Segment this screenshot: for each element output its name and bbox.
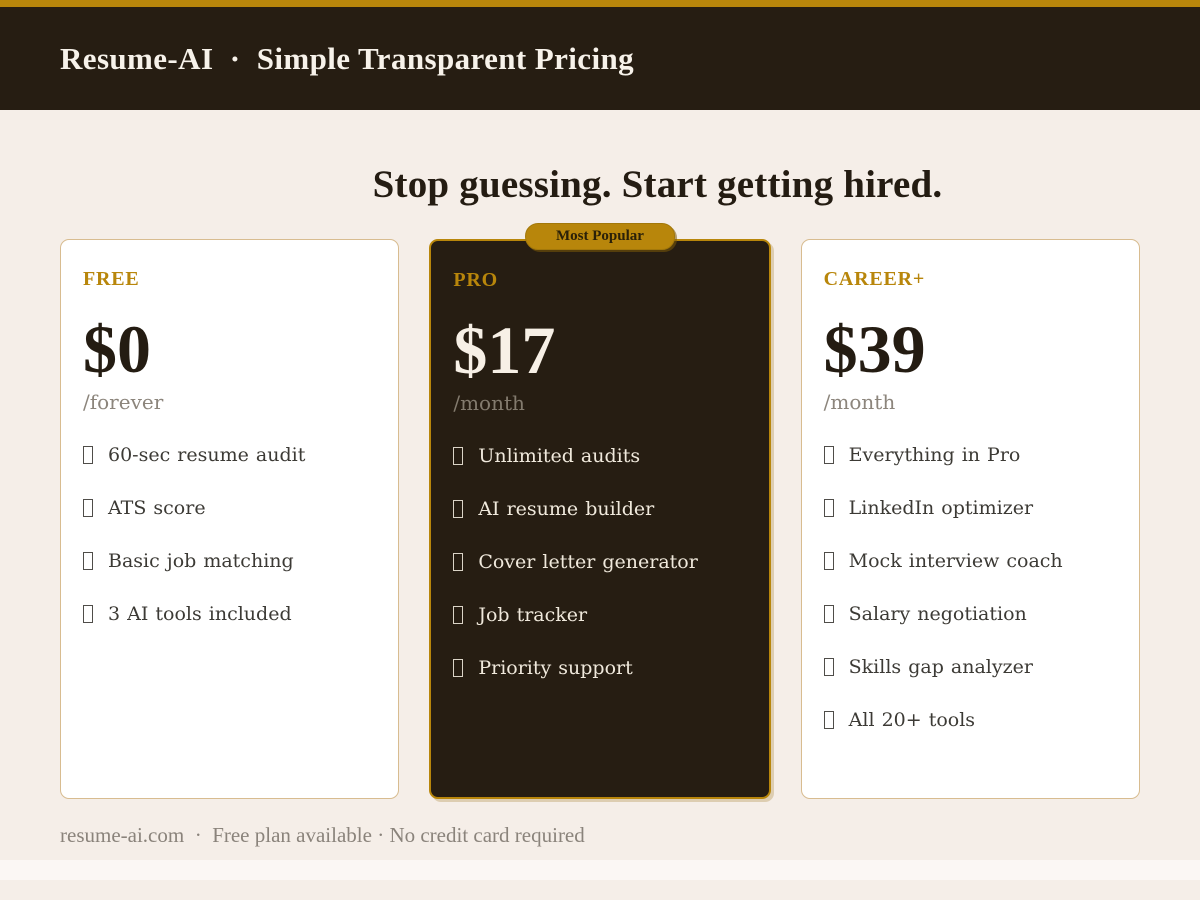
feature-label: AI resume builder: [478, 498, 655, 520]
check-glyph-icon: [453, 659, 463, 677]
plan-period: /month: [823, 390, 896, 414]
check-glyph-icon: [824, 658, 834, 676]
check-glyph-icon: [824, 605, 834, 623]
feature-label: Mock interview coach: [848, 550, 1063, 572]
feature-label: Cover letter generator: [478, 551, 698, 573]
feature-label: Everything in Pro: [848, 444, 1021, 466]
feature-list: [83, 444, 376, 625]
check-glyph-icon: [83, 552, 93, 570]
feature-list: [453, 445, 746, 679]
feature-item: [453, 604, 746, 626]
check-glyph-icon: [453, 553, 463, 571]
feature-item: [453, 551, 746, 573]
top-accent-bar: [0, 0, 1200, 7]
check-glyph-icon: [824, 552, 834, 570]
feature-label: Salary negotiation: [848, 603, 1027, 625]
plan-name: CAREER+: [823, 268, 926, 290]
feature-item: [453, 498, 746, 520]
feature-label: All 20+ tools: [848, 709, 976, 731]
check-glyph-icon: [83, 499, 93, 517]
feature-item: [824, 656, 1117, 678]
feature-label: Job tracker: [478, 604, 588, 626]
feature-label: 3 AI tools included: [108, 603, 292, 625]
feature-item: [83, 550, 376, 572]
feature-item: [83, 444, 376, 466]
feature-item: [453, 445, 746, 467]
feature-label: Unlimited audits: [478, 445, 641, 467]
feature-label: Basic job matching: [108, 550, 294, 572]
feature-item: [824, 709, 1117, 731]
check-glyph-icon: [453, 447, 463, 465]
plan-period: /month: [453, 391, 525, 415]
check-glyph-icon: [824, 446, 834, 464]
plan-name: PRO: [453, 269, 498, 291]
feature-item: [824, 497, 1117, 519]
feature-label: LinkedIn optimizer: [848, 497, 1034, 519]
feature-item: [824, 550, 1117, 572]
feature-label: Priority support: [478, 657, 633, 679]
header: [0, 7, 1200, 110]
plan-name: FREE: [83, 268, 140, 290]
feature-item: [83, 603, 376, 625]
hero-heading: Stop guessing. Start getting hired.: [372, 163, 943, 206]
bottom-strip: [0, 860, 1200, 880]
pricing-cards-row: [60, 228, 1140, 799]
pricing-card-free[interactable]: [60, 239, 399, 799]
feature-label: 60-sec resume audit: [108, 444, 306, 466]
feature-item: [824, 444, 1117, 466]
plan-price: $17: [453, 312, 556, 388]
most-popular-badge: Most Popular: [525, 223, 675, 250]
pricing-card-career[interactable]: [801, 239, 1140, 799]
footer-note: resume-ai.com · Free plan available · No credit card required: [60, 823, 585, 847]
app-title: Resume-AI · Simple Transparent Pricing: [60, 40, 634, 76]
check-glyph-icon: [453, 500, 463, 518]
plan-price: $39: [823, 311, 926, 387]
feature-item: [824, 603, 1117, 625]
check-glyph-icon: [83, 605, 93, 623]
main-content: [0, 110, 1200, 880]
check-glyph-icon: [824, 499, 834, 517]
feature-item: [83, 497, 376, 519]
feature-label: Skills gap analyzer: [848, 656, 1033, 678]
plan-period: /forever: [83, 390, 164, 414]
plan-price: $0: [83, 311, 151, 387]
feature-label: ATS score: [108, 497, 206, 519]
feature-item: [453, 657, 746, 679]
pricing-card-pro[interactable]: [429, 228, 770, 799]
feature-list: [824, 444, 1117, 731]
check-glyph-icon: [83, 446, 93, 464]
check-glyph-icon: [453, 606, 463, 624]
check-glyph-icon: [824, 711, 834, 729]
